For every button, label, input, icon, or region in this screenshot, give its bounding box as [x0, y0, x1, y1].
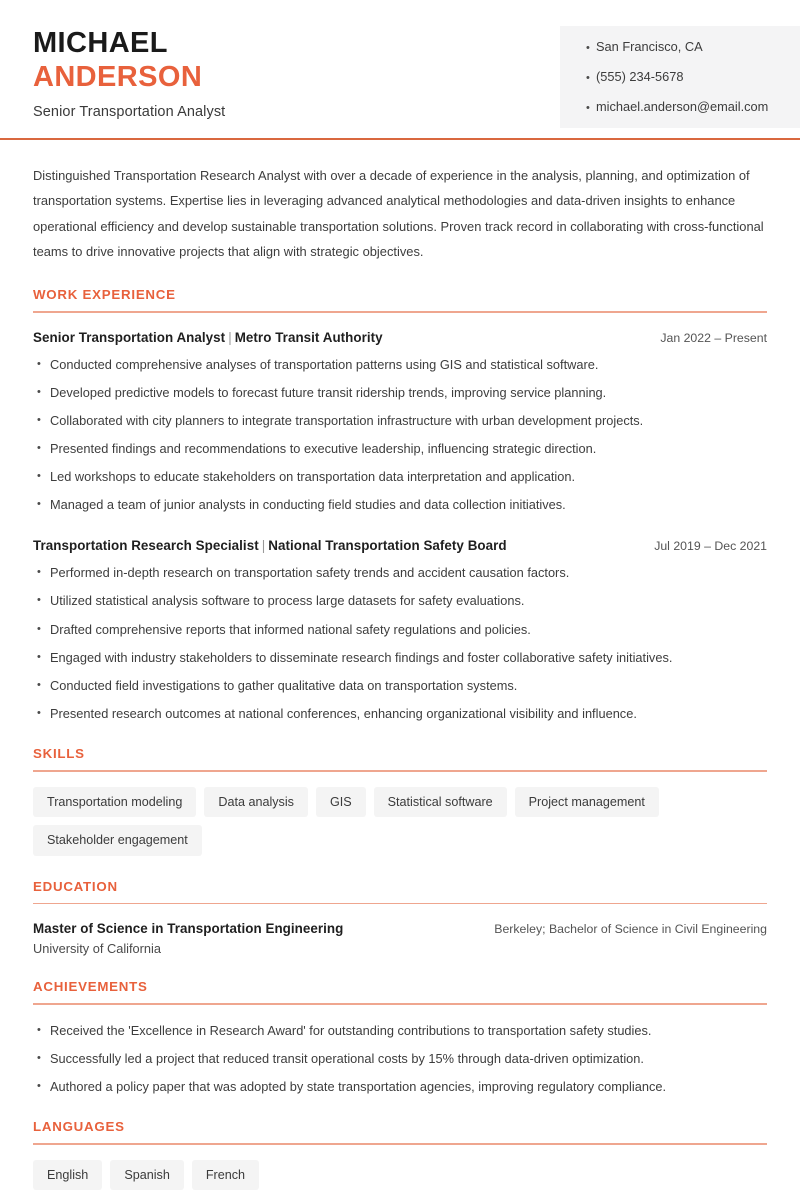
- experience-title-line: [33, 538, 507, 553]
- education-entry: [33, 921, 767, 956]
- experience-title-line: [33, 330, 383, 345]
- section-achievements: [33, 979, 767, 1096]
- skills-chip-list: [33, 787, 767, 856]
- bullet-icon: •: [37, 650, 41, 663]
- education-detail: Berkeley; Bachelor of Science in Civil Engineering: [494, 922, 767, 937]
- education-degree: Master of Science in Transportation Engineering: [33, 921, 344, 937]
- skill-chip: Statistical software: [374, 787, 507, 817]
- bullet-item: [33, 384, 767, 403]
- name-block: [33, 26, 453, 120]
- experience-company: National Transportation Safety Board: [268, 538, 507, 554]
- section-title-education: EDUCATION: [33, 878, 118, 894]
- experience-company: Metro Transit Authority: [234, 329, 383, 345]
- section-title-work-experience: WORK EXPERIENCE: [33, 287, 176, 303]
- skill-chip: Project management: [515, 787, 659, 817]
- education-entry-header: [33, 921, 767, 936]
- section-divider: [33, 1003, 767, 1005]
- skill-chip: GIS: [316, 787, 366, 817]
- skill-chip: Transportation modeling: [33, 787, 196, 817]
- header-divider: [0, 138, 800, 140]
- bullet-item: [33, 468, 767, 487]
- bullet-icon: •: [37, 678, 41, 691]
- bullet-text: Engaged with industry stakeholders to disseminate research findings and foster collaborative safety initiatives.: [50, 649, 673, 665]
- experience-role: Senior Transportation Analyst: [33, 329, 226, 345]
- bullet-item: [33, 1022, 767, 1041]
- section-skills: [33, 746, 767, 855]
- experience-entry-header: [33, 330, 767, 345]
- bullet-item: [33, 440, 767, 459]
- bullet-item: [33, 356, 767, 375]
- language-chip: English: [33, 1160, 102, 1190]
- professional-summary: Distinguished Transportation Research Analyst with over a decade of experience in the analysis, planning, and optimization of transportation systems. Expertise lies in leveraging advanced analytical methodologies and data-driven insights to enhance operational efficiency and develop sustainable transportation solutions. Proven track record in collaborating with cross-functional teams to drive innovative projects that align with strategic objectives.: [33, 168, 764, 259]
- bullet-icon: •: [586, 72, 590, 85]
- contact-item-email: [586, 100, 800, 114]
- bullet-icon: •: [37, 497, 41, 510]
- bullet-item: [33, 496, 767, 515]
- experience-entry: [33, 538, 767, 723]
- bullet-item: [33, 621, 767, 640]
- bullet-text: Managed a team of junior analysts in conducting field studies and data collection initiatives.: [50, 496, 566, 512]
- experience-entry-header: [33, 538, 767, 553]
- bullet-text: Presented research outcomes at national conferences, enhancing organizational visibility and influence.: [50, 705, 637, 721]
- bullet-item: [33, 564, 767, 583]
- experience-bullet-list: [33, 564, 767, 723]
- contact-email-text: michael.anderson@email.com: [596, 99, 769, 115]
- bullet-item: [33, 677, 767, 696]
- bullet-text: Presented findings and recommendations to executive leadership, influencing strategic direction.: [50, 440, 597, 456]
- bullet-icon: •: [37, 1023, 41, 1036]
- languages-chip-list: [33, 1160, 767, 1190]
- bullet-icon: •: [586, 102, 590, 115]
- bullet-text: Collaborated with city planners to integrate transportation infrastructure with urban development projects.: [50, 412, 644, 428]
- resume-body: [0, 163, 800, 1190]
- bullet-icon: •: [37, 1051, 41, 1064]
- contact-location-text: San Francisco, CA: [596, 39, 703, 54]
- skill-chip: Data analysis: [204, 787, 308, 817]
- experience-role: Transportation Research Specialist: [33, 538, 259, 554]
- bullet-text: Drafted comprehensive reports that informed national safety regulations and policies.: [50, 621, 531, 637]
- bullet-text: Successfully led a project that reduced transit operational costs by 15% through data-driven optimization.: [50, 1050, 644, 1066]
- bullet-icon: •: [37, 566, 41, 579]
- section-divider: [33, 1143, 767, 1145]
- bullet-item: [33, 592, 767, 611]
- contact-phone-text: (555) 234-5678: [596, 69, 684, 85]
- bullet-text: Conducted field investigations to gather qualitative data on transportation systems.: [50, 677, 518, 693]
- experience-bullet-list: [33, 356, 767, 515]
- bullet-item: [33, 412, 767, 431]
- bullet-icon: •: [37, 441, 41, 454]
- section-divider: [33, 903, 767, 905]
- education-institution: University of California: [33, 941, 162, 957]
- last-name: ANDERSON: [33, 61, 203, 94]
- bullet-icon: •: [37, 357, 41, 370]
- contact-box: [560, 26, 800, 128]
- bullet-item: [33, 705, 767, 724]
- language-chip: French: [192, 1160, 259, 1190]
- bullet-item: [33, 1050, 767, 1069]
- section-title-skills: SKILLS: [33, 746, 85, 762]
- section-title-achievements: ACHIEVEMENTS: [33, 979, 148, 995]
- section-work-experience: [33, 287, 767, 723]
- bullet-text: Conducted comprehensive analyses of transportation patterns using GIS and statistical software.: [50, 356, 599, 372]
- language-chip: Spanish: [110, 1160, 184, 1190]
- bullet-icon: •: [586, 42, 590, 54]
- section-divider: [33, 311, 767, 313]
- contact-item-phone: [586, 70, 800, 84]
- bullet-icon: •: [37, 622, 41, 635]
- first-name: MICHAEL: [33, 27, 168, 59]
- section-education: [33, 879, 767, 957]
- bullet-icon: •: [37, 706, 41, 719]
- bullet-item: [33, 649, 767, 668]
- bullet-icon: •: [37, 1079, 41, 1092]
- bullet-text: Authored a policy paper that was adopted by state transportation agencies, improving regulatory compliance.: [50, 1078, 667, 1094]
- title-separator: |: [228, 329, 232, 345]
- bullet-icon: •: [37, 469, 41, 482]
- resume-header: [0, 0, 800, 139]
- bullet-text: Led workshops to educate stakeholders on transportation data interpretation and application.: [50, 468, 576, 484]
- experience-date: Jan 2022 – Present: [660, 330, 767, 345]
- bullet-text: Developed predictive models to forecast future transit ridership trends, improving service planning.: [50, 384, 607, 400]
- bullet-text: Utilized statistical analysis software to process large datasets for safety evaluations.: [50, 593, 525, 609]
- contact-item-location: [586, 40, 800, 54]
- achievements-bullet-list: [33, 1022, 767, 1097]
- bullet-icon: •: [37, 413, 41, 426]
- section-title-languages: LANGUAGES: [33, 1119, 125, 1135]
- experience-entry: [33, 330, 767, 515]
- job-subtitle: Senior Transportation Analyst: [33, 104, 226, 121]
- bullet-text: Received the 'Excellence in Research Award' for outstanding contributions to transportation safety studies.: [50, 1022, 652, 1038]
- section-divider: [33, 770, 767, 772]
- bullet-item: [33, 1078, 767, 1097]
- title-separator: |: [261, 538, 266, 554]
- bullet-text: Performed in-depth research on transportation safety trends and accident causation factors.: [50, 565, 570, 581]
- bullet-icon: •: [37, 594, 41, 607]
- experience-date: Jul 2019 – Dec 2021: [654, 539, 767, 554]
- skill-chip: Stakeholder engagement: [33, 825, 202, 855]
- bullet-icon: •: [37, 385, 41, 398]
